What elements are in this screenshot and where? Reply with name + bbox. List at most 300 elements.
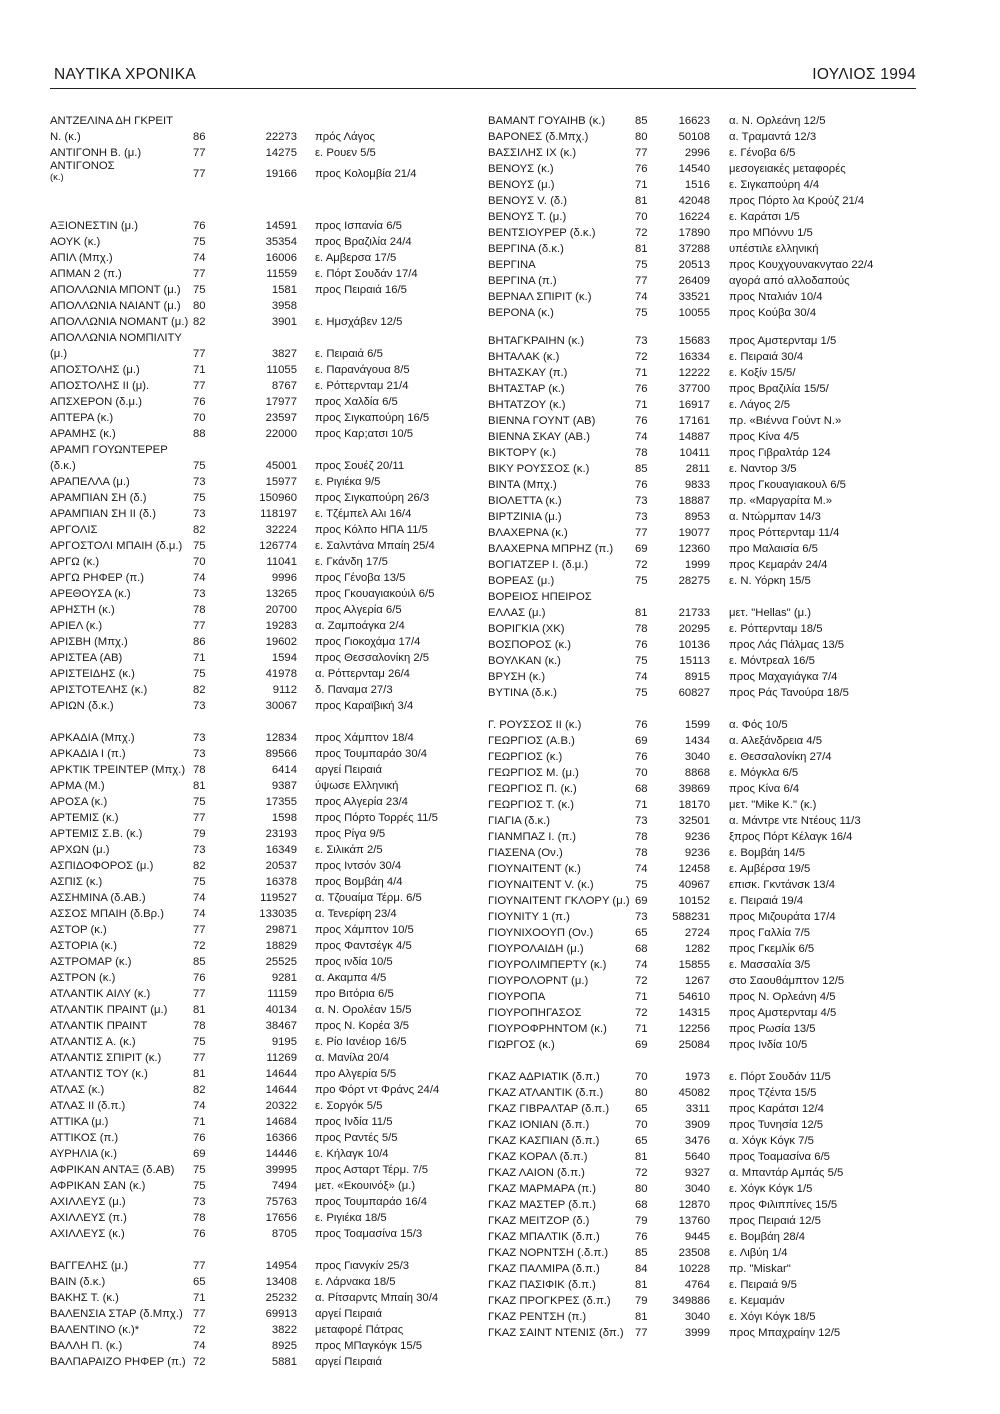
tonnage: 12458 bbox=[678, 863, 710, 875]
year-built: 80 bbox=[635, 1183, 648, 1195]
ship-row bbox=[488, 225, 928, 241]
position: ε. Ημσχάβεν 12/5 bbox=[315, 316, 403, 328]
position: προς Ρίγα 9/5 bbox=[315, 828, 386, 840]
ship-row bbox=[50, 218, 460, 234]
ship-name: ΓΙΟΥΡΟΠΑ bbox=[488, 991, 546, 1003]
year-built: 77 bbox=[193, 348, 206, 360]
ship-row bbox=[488, 557, 928, 573]
position: αργεί Πειραιά bbox=[315, 764, 382, 776]
position: μετ. "Hellas" (μ.) bbox=[729, 607, 812, 619]
ship-name: ΒΑΡΟΝΕΣ (δ.Μπχ.) bbox=[488, 131, 589, 143]
ship-name: ΒΕΡΓΙΝΑ (δ.κ.) bbox=[488, 243, 564, 255]
tonnage: 1581 bbox=[271, 284, 297, 296]
position: α. Ν. Ορλεάνη 12/5 bbox=[729, 115, 826, 127]
position: ε. Λιβύη 1/4 bbox=[729, 1247, 788, 1259]
position: προς Σιγκαπούρη 26/3 bbox=[315, 492, 430, 504]
ship-name: ΒΑΙΝ (δ.κ.) bbox=[50, 1276, 106, 1288]
ship-row bbox=[50, 1258, 460, 1274]
ship-name: ΓΙΟΥΝΑΙΤΕΝΤ ΓΚΛΟΡΥ (μ.) bbox=[488, 895, 630, 907]
position: α. Ακαμπα 4/5 bbox=[315, 972, 387, 984]
position: ε. Λάρνακα 18/5 bbox=[315, 1276, 396, 1288]
ship-row bbox=[50, 330, 460, 346]
ship-name: Γ. ΡΟΥΣΣΟΣ ΙΙ (κ.) bbox=[488, 719, 582, 731]
ship-name: ΒΡΥΣΗ (κ.) bbox=[488, 671, 546, 683]
position: προς Μιζουράτα 17/4 bbox=[729, 911, 836, 923]
year-built: 77 bbox=[635, 527, 648, 539]
ship-name: ΑΣΣΟΣ ΜΠΑΙΗ (δ.Βρ.) bbox=[50, 908, 165, 920]
tonnage: 11269 bbox=[266, 1052, 297, 1064]
year-built: 81 bbox=[193, 780, 206, 792]
year-built: 75 bbox=[193, 796, 206, 808]
tonnage: 32501 bbox=[678, 815, 710, 827]
position: πρ. «Μαργαρίτα Μ.» bbox=[729, 495, 833, 507]
tonnage: 10136 bbox=[678, 639, 710, 651]
ship-row bbox=[488, 241, 928, 257]
tonnage: 9112 bbox=[272, 684, 297, 696]
year-built: 77 bbox=[193, 380, 206, 392]
ship-name: ΒΟΡΙΓΚΙΑ (ΧΚ) bbox=[488, 623, 565, 635]
ship-name: ΑΣΤΡΟΜΑΡ (κ.) bbox=[50, 956, 132, 968]
tonnage: 19602 bbox=[265, 636, 297, 648]
ship-name: ΓΚΑΖ ΠΑΣΙΦΙΚ (δ.π.) bbox=[488, 1279, 596, 1291]
tonnage: 75763 bbox=[265, 1196, 297, 1208]
year-built: 73 bbox=[193, 508, 206, 520]
year-built: 76 bbox=[193, 396, 206, 408]
position: μετ. «Εκουινόξ» (μ.) bbox=[315, 1180, 416, 1192]
ship-name: ΑΥΡΗΛΙΑ (κ.) bbox=[50, 1148, 117, 1160]
year-built: 73 bbox=[635, 335, 648, 347]
year-built: 77 bbox=[635, 1327, 648, 1339]
position: α. Χόγκ Κόγκ 7/5 bbox=[729, 1135, 814, 1147]
ship-row bbox=[488, 273, 928, 289]
ship-name: ΑΠΣΧΕΡΟΝ (δ.μ.) bbox=[50, 396, 142, 408]
tonnage: 11041 bbox=[266, 556, 297, 568]
ship-row bbox=[50, 378, 460, 394]
position: προς Λάς Πάλμας 13/5 bbox=[729, 639, 845, 651]
ship-row bbox=[488, 1117, 928, 1133]
ship-row bbox=[488, 1325, 928, 1341]
ship-name: ΒΟΡΕΑΣ (μ.) bbox=[488, 575, 555, 587]
tonnage: 5640 bbox=[684, 1151, 710, 1163]
ship-name: ΒΗΤΑΛΑΚ (κ.) bbox=[488, 351, 560, 363]
ship-row bbox=[488, 797, 928, 813]
year-built: 81 bbox=[635, 243, 648, 255]
ship-row bbox=[488, 749, 928, 765]
ship-name: ΑΣΠΙΣ (κ.) bbox=[50, 876, 103, 888]
year-built: 72 bbox=[635, 559, 648, 571]
ship-name: ΓΕΩΡΓΙΟΣ (Α.Β.) bbox=[488, 735, 575, 747]
ship-row bbox=[50, 698, 460, 714]
ship-row bbox=[50, 234, 460, 250]
tonnage: 33521 bbox=[678, 291, 710, 303]
year-built: 72 bbox=[635, 1007, 648, 1019]
ship-row bbox=[488, 989, 928, 1005]
tonnage: 118197 bbox=[260, 508, 297, 520]
ship-row bbox=[488, 893, 928, 909]
position: α. Φός 10/5 bbox=[729, 719, 788, 731]
tonnage: 42048 bbox=[678, 195, 710, 207]
position: ε. Ρόττερνταμ 21/4 bbox=[315, 380, 409, 392]
position: προς Κόλπο ΗΠΑ 11/5 bbox=[315, 524, 428, 536]
year-built: 70 bbox=[193, 556, 206, 568]
tonnage: 23597 bbox=[265, 412, 297, 424]
tonnage: 1999 bbox=[684, 559, 710, 571]
year-built: 71 bbox=[193, 1116, 206, 1128]
ship-row bbox=[488, 589, 928, 605]
ship-name: ΑΡΙΕΛ (κ.) bbox=[50, 620, 103, 632]
year-built: 69 bbox=[635, 1039, 648, 1051]
ship-name: ΒΗΤΑΣΚΑΥ (π.) bbox=[488, 367, 568, 379]
year-built: 65 bbox=[635, 1103, 648, 1115]
ship-name: ΒΙΕΝΝΑ ΓΟΥΝΤ (ΑΒ) bbox=[488, 415, 596, 427]
position: προς Καρ;ατσι 10/5 bbox=[315, 428, 414, 440]
ship-name: ΒΕΝΟΥΣ Τ. (μ.) bbox=[488, 211, 567, 223]
year-built: 74 bbox=[193, 1340, 206, 1352]
position: προς Τζέντα 15/5 bbox=[729, 1087, 817, 1099]
ship-row bbox=[50, 874, 460, 890]
position: προς Τοαμασίνα 6/5 bbox=[729, 1151, 830, 1163]
year-built: 75 bbox=[193, 1164, 206, 1176]
position: ε. Χόγι Κόγκ 18/5 bbox=[729, 1311, 816, 1323]
position: προς Θεσσαλονίκη 2/5 bbox=[315, 652, 430, 664]
year-built: 65 bbox=[635, 927, 648, 939]
position: πρός Λάγος bbox=[315, 131, 375, 143]
tonnage: 18829 bbox=[265, 940, 297, 952]
position: αργεί Πειραιά bbox=[315, 1356, 382, 1368]
year-built: 75 bbox=[193, 668, 206, 680]
ship-row bbox=[50, 666, 460, 682]
tonnage: 12834 bbox=[265, 732, 297, 744]
ship-name: ΓΕΩΡΓΙΟΣ Τ. (κ.) bbox=[488, 799, 575, 811]
ship-name: ΑΡΚΑΔΙΑ Ι (π.) bbox=[50, 748, 126, 760]
position: προς Φιλιππίνες 15/5 bbox=[729, 1199, 838, 1211]
ship-row bbox=[50, 1130, 460, 1146]
tonnage: 69913 bbox=[265, 1308, 297, 1320]
year-built: 72 bbox=[193, 1356, 206, 1368]
year-built: 73 bbox=[635, 511, 648, 523]
ship-row bbox=[488, 445, 928, 461]
ship-row bbox=[488, 877, 928, 893]
tonnage: 3040 bbox=[684, 1311, 710, 1323]
position: προς Κολομβία 21/4 bbox=[315, 168, 417, 180]
ship-name: ΓΙΟΥΝΑΙΤΕΝΤ V. (κ.) bbox=[488, 879, 594, 891]
year-built: 77 bbox=[193, 268, 206, 280]
year-built: 71 bbox=[635, 1023, 648, 1035]
ship-name: ΓΕΩΡΓΙΟΣ Μ. (μ.) bbox=[488, 767, 579, 779]
position: ε. Ριγιέκα 9/5 bbox=[315, 476, 381, 488]
position: προς Ασταρτ Τέρμ. 7/5 bbox=[315, 1164, 429, 1176]
year-built: 77 bbox=[193, 1260, 206, 1272]
year-built: 71 bbox=[635, 179, 648, 191]
ship-name: ΒΕΡΝΑΛ ΣΠΙΡΙΤ (κ.) bbox=[488, 291, 592, 303]
ship-name: ΓΚΑΖ ΠΡΟΓΚΡΕΣ (δ.π.) bbox=[488, 1295, 611, 1307]
ship-row bbox=[50, 618, 460, 634]
left-column bbox=[50, 113, 460, 1370]
ship-name: ΒΑΛΕΝΤΙΝΟ (κ.)* bbox=[50, 1324, 140, 1336]
ship-name: ΒΑΛΛΗ Π. (κ.) bbox=[50, 1340, 123, 1352]
ship-row bbox=[488, 257, 928, 273]
ship-name: ΒΗΤΑΓΚΡΑΙΗΝ (κ.) bbox=[488, 335, 585, 347]
position: ε. Γένοβα 6/5 bbox=[729, 147, 796, 159]
ship-name: ΑΠΜΑΝ 2 (π.) bbox=[50, 268, 122, 280]
ship-name: ΓΙΟΥΡΟΛΑΙΔΗ (μ.) bbox=[488, 943, 584, 955]
tonnage: 10228 bbox=[678, 1263, 710, 1275]
ship-row bbox=[50, 1146, 460, 1162]
year-built: 81 bbox=[193, 1068, 206, 1080]
ship-row bbox=[488, 829, 928, 845]
ship-row bbox=[488, 541, 928, 557]
ship-name: ΑΡΙΩΝ (δ.κ.) bbox=[50, 700, 114, 712]
ship-name: ΓΙΑΣΕΝΑ (Ον.) bbox=[488, 847, 563, 859]
position: ε. Σιγκαπούρη 4/4 bbox=[729, 179, 820, 191]
position: πρ. «Βιέννα Γούντ Ν.» bbox=[729, 415, 842, 427]
year-built: 74 bbox=[635, 671, 648, 683]
tonnage: 17890 bbox=[678, 227, 710, 239]
year-built: 70 bbox=[635, 1119, 648, 1131]
year-built: 77 bbox=[193, 812, 206, 824]
position: στο Σαουθάμπτον 12/5 bbox=[729, 975, 845, 987]
position: α. Τζουαίμα Τέρμ. 6/5 bbox=[315, 892, 422, 904]
position: μεσογειακές μεταφορές bbox=[729, 163, 846, 175]
listing-group bbox=[50, 1258, 460, 1370]
tonnage: 133035 bbox=[259, 908, 297, 920]
ship-name: ΑΠΤΕΡΑ (κ.) bbox=[50, 412, 114, 424]
tonnage: 3958 bbox=[271, 300, 297, 312]
year-built: 75 bbox=[635, 307, 648, 319]
ship-name: ΒΕΡΓΙΝΑ bbox=[488, 259, 536, 271]
position: α. Ν. Ορολέαν 15/5 bbox=[315, 1004, 412, 1016]
tonnage: 13265 bbox=[265, 588, 297, 600]
year-built: 86 bbox=[193, 131, 206, 143]
ship-name: (δ.κ.) bbox=[50, 460, 76, 472]
ship-name: ΓΕΩΡΓΙΟΣ (κ.) bbox=[488, 751, 563, 763]
ship-name: ΒΟΡΕΙΟΣ ΗΠΕΙΡΟΣ bbox=[488, 591, 592, 603]
ship-name: ΑΡΕΘΟΥΣΑ (κ.) bbox=[50, 588, 131, 600]
listing-group bbox=[488, 1069, 928, 1341]
position: προς Πειραιά 16/5 bbox=[315, 284, 407, 296]
position: προς Νταλιάν 10/4 bbox=[729, 291, 823, 303]
ship-row bbox=[488, 781, 928, 797]
tonnage: 11159 bbox=[267, 988, 297, 1000]
tonnage: 21733 bbox=[678, 607, 710, 619]
year-built: 72 bbox=[635, 351, 648, 363]
ship-name: ΓΚΑΖ ΣΑΙΝΤ ΝΤΕΝΙΣ (δπ.) bbox=[488, 1327, 624, 1339]
tonnage: 14315 bbox=[678, 1007, 710, 1019]
ship-name: ΑΤΛΑΝΤΙΣ Α. (κ.) bbox=[50, 1036, 136, 1048]
tonnage: 12222 bbox=[678, 367, 710, 379]
ship-row bbox=[488, 909, 928, 925]
ship-name: ΒΑΛΠΑΡΑΙΖΟ ΡΗΦΕΡ (π.) bbox=[50, 1356, 186, 1368]
ship-row bbox=[488, 1277, 928, 1293]
tonnage: 10055 bbox=[678, 307, 710, 319]
tonnage: 22273 bbox=[265, 131, 297, 143]
tonnage: 9195 bbox=[271, 1036, 297, 1048]
ship-row bbox=[50, 1354, 460, 1370]
ship-row bbox=[488, 509, 928, 525]
position: προς Καραϊβική 3/4 bbox=[315, 700, 414, 712]
year-built: 72 bbox=[193, 1324, 206, 1336]
year-built: 71 bbox=[193, 1292, 206, 1304]
ship-name: ΒΕΝΤΣΙΟΥΡΕΡ (δ.κ.) bbox=[488, 227, 596, 239]
ship-row bbox=[488, 1069, 928, 1085]
tonnage: 150960 bbox=[259, 492, 297, 504]
ship-row bbox=[488, 365, 928, 381]
ship-name: ΑΡΙΣΤΟΤΕΛΗΣ (κ.) bbox=[50, 684, 148, 696]
year-built: 78 bbox=[635, 847, 648, 859]
ship-row bbox=[488, 1085, 928, 1101]
position: προς ινδία 10/5 bbox=[315, 956, 393, 968]
ship-name: ΑΣΤΟΡ (κ.) bbox=[50, 924, 107, 936]
position: ε. Μόντρεαλ 16/5 bbox=[729, 655, 815, 667]
year-built: 74 bbox=[193, 892, 206, 904]
year-built: 78 bbox=[193, 604, 206, 616]
tonnage: 6414 bbox=[271, 764, 297, 776]
ship-row bbox=[50, 1050, 460, 1066]
year-built: 76 bbox=[193, 972, 206, 984]
ship-name: ΒΙΡΤΖΙΝΙΑ (μ.) bbox=[488, 511, 562, 523]
year-built: 75 bbox=[635, 687, 648, 699]
ship-name: ΑΝΤΙΓΟΝΗ Β. (μ.) bbox=[50, 147, 142, 159]
tonnage: 14954 bbox=[265, 1260, 297, 1272]
ship-row bbox=[50, 346, 460, 362]
ship-row bbox=[488, 765, 928, 781]
year-built: 72 bbox=[193, 940, 206, 952]
tonnage: 8868 bbox=[684, 767, 710, 779]
ship-name: ΒΙΕΝΝΑ ΣΚΑΥ (ΑΒ.) bbox=[488, 431, 590, 443]
position: ε. Καράτσι 1/5 bbox=[729, 211, 800, 223]
position: α. Τενερίφη 23/4 bbox=[315, 908, 397, 920]
position: ε. Πειραιά 30/4 bbox=[729, 351, 804, 363]
year-built: 70 bbox=[193, 412, 206, 424]
year-built: 73 bbox=[193, 476, 206, 488]
year-built: 78 bbox=[635, 831, 648, 843]
position: μεταφορέ Πάτρας bbox=[315, 1324, 404, 1336]
tonnage: 16378 bbox=[265, 876, 297, 888]
ship-name: ΓΚΑΖ ΜΠΑΛΤΙΚ (δ.π.) bbox=[488, 1231, 600, 1243]
position: προς Γκουαγιακουλ 6/5 bbox=[729, 479, 846, 491]
tonnage: 8953 bbox=[684, 511, 710, 523]
ship-name: ΒΟΣΠΟΡΟΣ (κ.) bbox=[488, 639, 572, 651]
ship-name: ΒΟΥΛΚΑΝ (κ.) bbox=[488, 655, 561, 667]
ship-row bbox=[50, 682, 460, 698]
ship-row bbox=[488, 957, 928, 973]
tonnage: 23508 bbox=[678, 1247, 710, 1259]
tonnage: 20700 bbox=[265, 604, 297, 616]
ship-row bbox=[50, 1002, 460, 1018]
position: α. Ρίτσαρντς Μπαίη 30/4 bbox=[315, 1292, 439, 1304]
tonnage: 15683 bbox=[678, 335, 710, 347]
tonnage: 19283 bbox=[265, 620, 297, 632]
tonnage: 1973 bbox=[684, 1071, 710, 1083]
ship-row bbox=[488, 177, 928, 193]
tonnage: 35354 bbox=[265, 236, 297, 248]
ship-row bbox=[50, 906, 460, 922]
ship-row bbox=[50, 522, 460, 538]
tonnage: 14540 bbox=[678, 163, 710, 175]
ship-row bbox=[488, 605, 928, 621]
year-built: 80 bbox=[635, 1087, 648, 1099]
year-built: 74 bbox=[193, 908, 206, 920]
ship-name: ΑΦΡΙΚΑΝ ΑΝΤΑΞ (δ.ΑΒ) bbox=[50, 1164, 175, 1176]
ship-name: ΓΚΑΖ ΜΕΙΤΖΟΡ (δ.) bbox=[488, 1215, 590, 1227]
year-built: 72 bbox=[635, 1167, 648, 1179]
position: ε. Κήλαγκ 10/4 bbox=[315, 1148, 389, 1160]
ship-name: ΒΑΚΗΣ Τ. (κ.) bbox=[50, 1292, 119, 1304]
position: προς Αμστερνταμ 4/5 bbox=[729, 1007, 837, 1019]
position: ε. Κοξίν 15/5/ bbox=[729, 367, 796, 379]
ship-row bbox=[50, 490, 460, 506]
position: ε. Σιλικάπ 2/5 bbox=[315, 844, 383, 856]
year-built: 80 bbox=[635, 131, 648, 143]
ship-row bbox=[50, 266, 460, 282]
ship-row bbox=[488, 637, 928, 653]
year-built: 86 bbox=[193, 636, 206, 648]
tonnage: 20322 bbox=[265, 1100, 297, 1112]
ship-name: ΑΣΠΙΔΟΦΟΡΟΣ (μ.) bbox=[50, 860, 154, 872]
tonnage: 9387 bbox=[271, 780, 297, 792]
ship-name: ΑΡΜΑ (Μ.) bbox=[50, 780, 105, 792]
tonnage: 1267 bbox=[684, 975, 710, 987]
position: προς Γιανγκίν 25/3 bbox=[315, 1260, 410, 1272]
tonnage: 12256 bbox=[678, 1023, 710, 1035]
ship-row bbox=[50, 634, 460, 650]
ship-name: ΑΝΤΙΓΟΝΟΣ (κ.) bbox=[50, 160, 115, 183]
tonnage: 3822 bbox=[271, 1324, 297, 1336]
year-built: 74 bbox=[635, 431, 648, 443]
year-built: 82 bbox=[193, 1084, 206, 1096]
ship-name: ΑΡΚΤΙΚ ΤΡΕΙΝΤΕΡ (Μπχ.) bbox=[50, 764, 186, 776]
ship-name: ΓΙΟΥΡΟΦΡΗΝΤΟΜ (κ.) bbox=[488, 1023, 607, 1035]
ship-row bbox=[50, 474, 460, 490]
position: προ ΜΠόννυ 1/5 bbox=[729, 227, 813, 239]
ship-row bbox=[50, 842, 460, 858]
ship-row bbox=[50, 1306, 460, 1322]
tonnage: 9996 bbox=[271, 572, 297, 584]
year-built: 75 bbox=[635, 879, 648, 891]
position: προς Ιντσόν 30/4 bbox=[315, 860, 402, 872]
year-built: 88 bbox=[193, 428, 206, 440]
year-built: 71 bbox=[193, 364, 206, 376]
position: προς Ν. Κορέα 3/5 bbox=[315, 1020, 410, 1032]
position: ε. Πειραιά 6/5 bbox=[315, 348, 383, 360]
year-built: 85 bbox=[635, 115, 648, 127]
tonnage: 16334 bbox=[678, 351, 710, 363]
ship-name: ΑΡΧΩΝ (μ.) bbox=[50, 844, 110, 856]
year-built: 73 bbox=[193, 1196, 206, 1208]
position: προς Κίνα 6/4 bbox=[729, 783, 800, 795]
ship-row bbox=[50, 1178, 460, 1194]
ship-row bbox=[50, 1226, 460, 1242]
year-built: 76 bbox=[635, 751, 648, 763]
ship-name: ΕΛΛΑΣ (μ.) bbox=[488, 607, 546, 619]
position: προς Χαλδία 6/5 bbox=[315, 396, 398, 408]
year-built: 69 bbox=[635, 735, 648, 747]
tonnage: 2724 bbox=[684, 927, 710, 939]
ship-row bbox=[488, 733, 928, 749]
tonnage: 17977 bbox=[265, 396, 297, 408]
ship-name: ΑΡΑΜΠΙΑΝ ΣΗ ΙΙ (δ.) bbox=[50, 508, 156, 520]
year-built: 73 bbox=[193, 732, 206, 744]
ship-row bbox=[50, 1098, 460, 1114]
tonnage: 13760 bbox=[678, 1215, 710, 1227]
ship-name: ΑΤΛΑΝΤΙΣ ΣΠΙΡΙΤ (κ.) bbox=[50, 1052, 162, 1064]
right-column bbox=[488, 113, 928, 1341]
year-built: 84 bbox=[635, 1263, 648, 1275]
tonnage: 8915 bbox=[684, 671, 710, 683]
year-built: 69 bbox=[635, 543, 648, 555]
year-built: 76 bbox=[635, 163, 648, 175]
tonnage: 54610 bbox=[678, 991, 710, 1003]
